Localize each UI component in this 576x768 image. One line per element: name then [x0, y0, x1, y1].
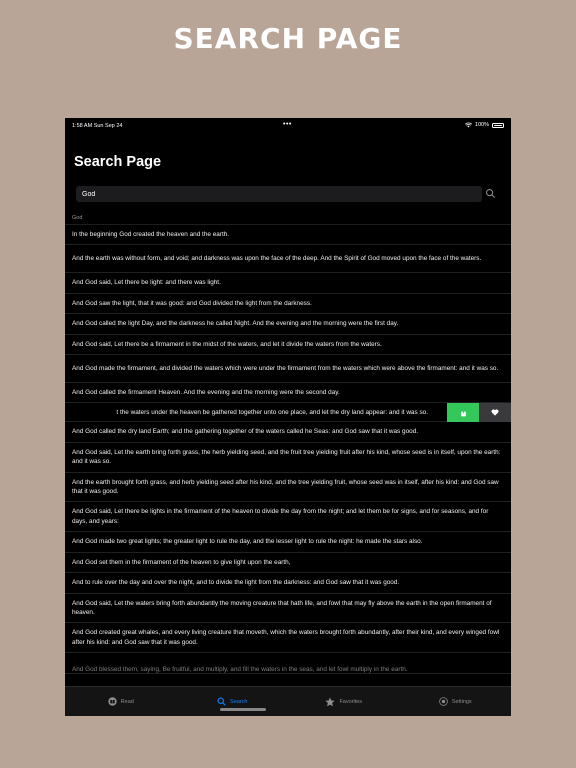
list-item[interactable]: And God said, Let there be lights in the firmament of the heaven to divide the day from the night; and let them be for signs, and for seasons, and for days, and years: — [65, 502, 511, 532]
list-item[interactable]: And God said, Let there be a firmament in the midst of the waters, and let it divide the waters from the waters. — [65, 335, 511, 355]
book-icon — [108, 697, 117, 706]
tab-search[interactable] — [177, 687, 289, 716]
home-indicator — [220, 708, 266, 711]
list-item[interactable]: And God made two great lights; the greater light to rule the day, and the lesser light to rule the night: he made the stars also. — [65, 532, 511, 552]
list-item[interactable]: In the beginning God created the heaven and the earth. — [65, 225, 511, 245]
list-item[interactable]: And God called the light Day, and the darkness he called Night. And the evening and the morning were the first day. — [65, 314, 511, 334]
list-item[interactable]: And God said, Let the waters bring forth abundantly the moving creature that hath life, and fowl that may fly above the earth in the open firmament of heaven. — [65, 594, 511, 624]
ipad-screen — [65, 118, 511, 715]
list-item[interactable]: And the earth brought forth grass, and herb yielding seed after his kind, and the tree yielding fruit, whose seed was in itself, after his kind: and God saw that it was good. — [65, 473, 511, 503]
status-time: 1:58 AM Sun Sep 24 — [72, 123, 123, 129]
list-item[interactable]: And God created great whales, and every living creature that moveth, which the waters brought forth abundantly, after their kind, and every winged fowl after his kind: and God saw that it was good. — [65, 623, 511, 653]
list-item[interactable]: And God set them in the firmament of the heaven to give light upon the earth, — [65, 553, 511, 573]
star-icon — [325, 697, 335, 707]
list-item[interactable]: And God blessed them, saying, Be fruitful, and multiply, and fill the waters in the seas, and let fowl multiply in the earth. — [65, 653, 511, 673]
multitasking-dots-icon[interactable]: ••• — [283, 121, 292, 128]
gear-icon — [439, 697, 448, 706]
tab-read-label: Read — [120, 698, 134, 705]
tab-bar — [65, 686, 511, 716]
wifi-icon — [465, 123, 472, 128]
tab-favorites-label: Favorites — [339, 698, 363, 705]
search-icon[interactable] — [485, 188, 496, 199]
list-item[interactable]: And God made the firmament, and divided the waters which were under the firmament from the waters which were above the firmament: and it was so. — [65, 355, 511, 383]
list-item[interactable]: And the earth was without form, and void; and darkness was upon the face of the deep. And the Spirit of God moved upon the face of the waters. — [65, 245, 511, 273]
promo-banner-title: SEARCH PAGE — [173, 22, 403, 55]
list-item[interactable]: And God called the firmament Heaven. And the evening and the morning were the second day. — [65, 383, 511, 403]
tab-settings-label: Settings — [451, 698, 472, 705]
heart-icon — [491, 409, 499, 416]
battery-percent: 100% — [474, 122, 489, 128]
battery-icon — [492, 123, 504, 128]
list-item[interactable]: And God saw the light, that it was good: and God divided the light from the darkness. — [65, 294, 511, 314]
list-item-text: t the waters under the heaven be gathered together unto one place, and let the dry land appear: and it was so. — [116, 409, 428, 417]
list-item-swiped[interactable] — [65, 403, 511, 422]
tab-read[interactable] — [65, 687, 177, 716]
tab-settings[interactable] — [400, 687, 512, 716]
favorite-button[interactable] — [479, 403, 511, 422]
search-results-list[interactable] — [65, 212, 511, 674]
tab-favorites[interactable] — [288, 687, 400, 716]
status-bar — [65, 118, 511, 132]
share-button[interactable] — [447, 403, 479, 422]
share-icon — [460, 409, 467, 417]
list-item[interactable]: And God said, Let the earth bring forth grass, the herb yielding seed, and the fruit tree yielding fruit after his kind, whose seed is in itself, upon the earth: and it was so. — [65, 443, 511, 473]
list-item[interactable]: And to rule over the day and over the night, and to divide the light from the darkness: and God saw that it was good. — [65, 573, 511, 593]
list-item[interactable]: And God called the dry land Earth; and the gathering together of the waters called he Seas: and God saw that it was good. — [65, 422, 511, 442]
tab-search-label: Search — [230, 698, 248, 705]
list-item[interactable]: And God said, Let there be light: and there was light. — [65, 273, 511, 293]
search-icon — [217, 697, 226, 706]
results-section-header: God — [65, 212, 511, 225]
page-title: Search Page — [74, 154, 162, 170]
search-input[interactable] — [76, 186, 482, 202]
